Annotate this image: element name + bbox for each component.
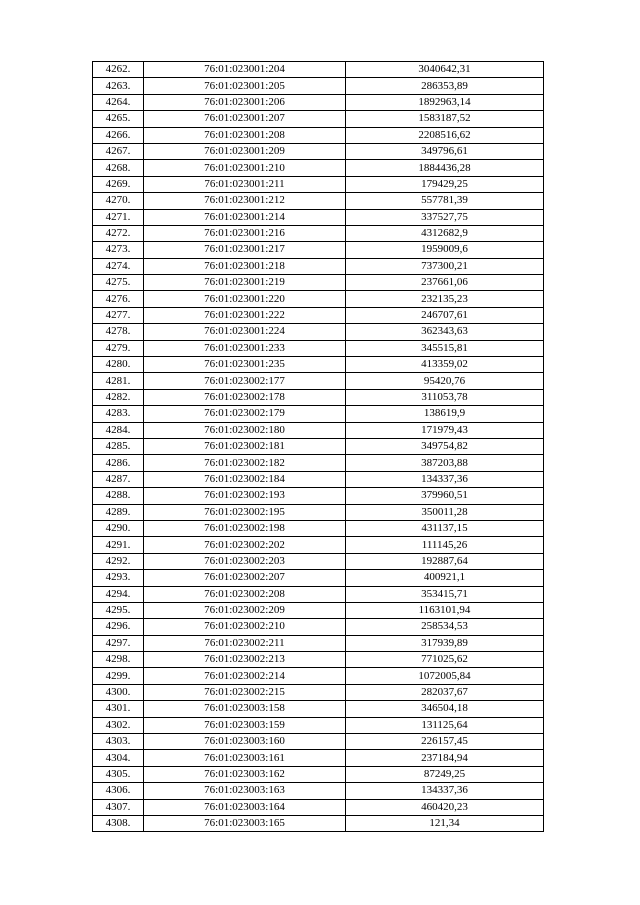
- cadastral-number-cell: 76:01:023003:163: [144, 783, 346, 799]
- row-number-cell: 4268.: [93, 160, 144, 176]
- cadastral-number-cell: 76:01:023002:182: [144, 455, 346, 471]
- cadastral-number-cell: 76:01:023002:179: [144, 406, 346, 422]
- value-cell: 345515,81: [346, 340, 544, 356]
- row-number-cell: 4291.: [93, 537, 144, 553]
- value-cell: 362343,63: [346, 324, 544, 340]
- row-number-cell: 4308.: [93, 815, 144, 831]
- value-cell: 1163101,94: [346, 602, 544, 618]
- row-number-cell: 4297.: [93, 635, 144, 651]
- cadastral-number-cell: 76:01:023002:180: [144, 422, 346, 438]
- value-cell: 192887,64: [346, 553, 544, 569]
- cadastral-number-cell: 76:01:023001:204: [144, 62, 346, 78]
- table-row: [93, 602, 544, 618]
- row-number-cell: 4296.: [93, 619, 144, 635]
- table-row: [93, 799, 544, 815]
- row-number-cell: 4289.: [93, 504, 144, 520]
- row-number-cell: 4290.: [93, 520, 144, 536]
- value-cell: 1959009,6: [346, 242, 544, 258]
- table-row: [93, 815, 544, 831]
- table-row: [93, 455, 544, 471]
- table-row: [93, 783, 544, 799]
- row-number-cell: 4272.: [93, 225, 144, 241]
- cadastral-number-cell: 76:01:023002:203: [144, 553, 346, 569]
- table-row: [93, 422, 544, 438]
- cadastral-number-cell: 76:01:023003:158: [144, 701, 346, 717]
- value-cell: 317939,89: [346, 635, 544, 651]
- row-number-cell: 4287.: [93, 471, 144, 487]
- row-number-cell: 4271.: [93, 209, 144, 225]
- row-number-cell: 4306.: [93, 783, 144, 799]
- table-row: [93, 438, 544, 454]
- row-number-cell: 4305.: [93, 766, 144, 782]
- cadastral-number-cell: 76:01:023001:205: [144, 78, 346, 94]
- row-number-cell: 4282.: [93, 389, 144, 405]
- row-number-cell: 4264.: [93, 94, 144, 110]
- row-number-cell: 4267.: [93, 143, 144, 159]
- row-number-cell: 4266.: [93, 127, 144, 143]
- value-cell: 286353,89: [346, 78, 544, 94]
- value-cell: 121,34: [346, 815, 544, 831]
- row-number-cell: 4263.: [93, 78, 144, 94]
- cadastral-number-cell: 76:01:023002:198: [144, 520, 346, 536]
- cadastral-number-cell: 76:01:023002:211: [144, 635, 346, 651]
- cadastral-number-cell: 76:01:023002:181: [144, 438, 346, 454]
- cadastral-number-cell: 76:01:023001:208: [144, 127, 346, 143]
- cadastral-number-cell: 76:01:023002:209: [144, 602, 346, 618]
- cadastral-number-cell: 76:01:023001:216: [144, 225, 346, 241]
- table-row: [93, 668, 544, 684]
- cadastral-number-cell: 76:01:023002:214: [144, 668, 346, 684]
- cadastral-number-cell: 76:01:023001:211: [144, 176, 346, 192]
- value-cell: 237184,94: [346, 750, 544, 766]
- table-row: [93, 766, 544, 782]
- table-row: [93, 373, 544, 389]
- row-number-cell: 4286.: [93, 455, 144, 471]
- row-number-cell: 4293.: [93, 570, 144, 586]
- table-row: [93, 340, 544, 356]
- row-number-cell: 4301.: [93, 701, 144, 717]
- table-row: [93, 619, 544, 635]
- row-number-cell: 4262.: [93, 62, 144, 78]
- row-number-cell: 4273.: [93, 242, 144, 258]
- table-row: [93, 193, 544, 209]
- row-number-cell: 4299.: [93, 668, 144, 684]
- table-row: [93, 160, 544, 176]
- value-cell: 350011,28: [346, 504, 544, 520]
- row-number-cell: 4274.: [93, 258, 144, 274]
- value-cell: 557781,39: [346, 193, 544, 209]
- cadastral-number-cell: 76:01:023003:165: [144, 815, 346, 831]
- table-row: [93, 537, 544, 553]
- cadastral-number-cell: 76:01:023001:210: [144, 160, 346, 176]
- cadastral-number-cell: 76:01:023001:233: [144, 340, 346, 356]
- value-cell: 349796,61: [346, 143, 544, 159]
- value-cell: 246707,61: [346, 307, 544, 323]
- value-cell: 737300,21: [346, 258, 544, 274]
- value-cell: 134337,36: [346, 783, 544, 799]
- cadastral-number-cell: 76:01:023001:212: [144, 193, 346, 209]
- row-number-cell: 4280.: [93, 357, 144, 373]
- table-row: [93, 78, 544, 94]
- table-row: [93, 750, 544, 766]
- cadastral-number-cell: 76:01:023001:219: [144, 275, 346, 291]
- cadastral-number-cell: 76:01:023001:206: [144, 94, 346, 110]
- value-cell: 379960,51: [346, 488, 544, 504]
- value-cell: 171979,43: [346, 422, 544, 438]
- table-row: [93, 307, 544, 323]
- table-row: [93, 471, 544, 487]
- row-number-cell: 4275.: [93, 275, 144, 291]
- row-number-cell: 4276.: [93, 291, 144, 307]
- table-row: [93, 717, 544, 733]
- value-cell: 460420,23: [346, 799, 544, 815]
- table-row: [93, 275, 544, 291]
- table-row: [93, 291, 544, 307]
- row-number-cell: 4277.: [93, 307, 144, 323]
- table-row: [93, 242, 544, 258]
- value-cell: 179429,25: [346, 176, 544, 192]
- row-number-cell: 4269.: [93, 176, 144, 192]
- table-row: [93, 111, 544, 127]
- value-cell: 2208516,62: [346, 127, 544, 143]
- table-row: [93, 684, 544, 700]
- row-number-cell: 4300.: [93, 684, 144, 700]
- row-number-cell: 4279.: [93, 340, 144, 356]
- cadastral-number-cell: 76:01:023003:159: [144, 717, 346, 733]
- value-cell: 237661,06: [346, 275, 544, 291]
- cadastral-number-cell: 76:01:023002:207: [144, 570, 346, 586]
- row-number-cell: 4303.: [93, 734, 144, 750]
- table-row: [93, 62, 544, 78]
- row-number-cell: 4270.: [93, 193, 144, 209]
- table-row: [93, 94, 544, 110]
- row-number-cell: 4284.: [93, 422, 144, 438]
- cadastral-number-cell: 76:01:023003:161: [144, 750, 346, 766]
- table-row: [93, 389, 544, 405]
- cadastral-number-cell: 76:01:023002:215: [144, 684, 346, 700]
- table-row: [93, 406, 544, 422]
- cadastral-number-cell: 76:01:023001:224: [144, 324, 346, 340]
- value-cell: 771025,62: [346, 652, 544, 668]
- row-number-cell: 4265.: [93, 111, 144, 127]
- value-cell: 413359,02: [346, 357, 544, 373]
- cadastral-number-cell: 76:01:023002:208: [144, 586, 346, 602]
- cadastral-number-cell: 76:01:023002:202: [144, 537, 346, 553]
- cadastral-number-cell: 76:01:023002:184: [144, 471, 346, 487]
- value-cell: 226157,45: [346, 734, 544, 750]
- value-cell: 138619,9: [346, 406, 544, 422]
- row-number-cell: 4278.: [93, 324, 144, 340]
- value-cell: 431137,15: [346, 520, 544, 536]
- value-cell: 87249,25: [346, 766, 544, 782]
- row-number-cell: 4281.: [93, 373, 144, 389]
- value-cell: 95420,76: [346, 373, 544, 389]
- cadastral-number-cell: 76:01:023003:162: [144, 766, 346, 782]
- table-row: [93, 357, 544, 373]
- value-cell: 311053,78: [346, 389, 544, 405]
- cadastral-number-cell: 76:01:023001:222: [144, 307, 346, 323]
- row-number-cell: 4288.: [93, 488, 144, 504]
- value-cell: 353415,71: [346, 586, 544, 602]
- value-cell: 346504,18: [346, 701, 544, 717]
- table-row: [93, 586, 544, 602]
- table-row: [93, 520, 544, 536]
- table-row: [93, 504, 544, 520]
- cadastral-number-cell: 76:01:023002:210: [144, 619, 346, 635]
- table-row: [93, 652, 544, 668]
- cadastral-value-table: [92, 61, 544, 832]
- cadastral-number-cell: 76:01:023001:235: [144, 357, 346, 373]
- value-cell: 400921,1: [346, 570, 544, 586]
- cadastral-number-cell: 76:01:023003:160: [144, 734, 346, 750]
- table-row: [93, 324, 544, 340]
- row-number-cell: 4283.: [93, 406, 144, 422]
- cadastral-number-cell: 76:01:023001:218: [144, 258, 346, 274]
- cadastral-number-cell: 76:01:023002:193: [144, 488, 346, 504]
- row-number-cell: 4292.: [93, 553, 144, 569]
- cadastral-number-cell: 76:01:023001:214: [144, 209, 346, 225]
- value-cell: 134337,36: [346, 471, 544, 487]
- table-row: [93, 701, 544, 717]
- table-row: [93, 209, 544, 225]
- table-row: [93, 258, 544, 274]
- row-number-cell: 4295.: [93, 602, 144, 618]
- value-cell: 282037,67: [346, 684, 544, 700]
- value-cell: 111145,26: [346, 537, 544, 553]
- table-row: [93, 127, 544, 143]
- value-cell: 3040642,31: [346, 62, 544, 78]
- value-cell: 337527,75: [346, 209, 544, 225]
- cadastral-number-cell: 76:01:023002:213: [144, 652, 346, 668]
- value-cell: 349754,82: [346, 438, 544, 454]
- row-number-cell: 4285.: [93, 438, 144, 454]
- value-cell: 232135,23: [346, 291, 544, 307]
- cadastral-number-cell: 76:01:023001:209: [144, 143, 346, 159]
- cadastral-number-cell: 76:01:023001:217: [144, 242, 346, 258]
- table-row: [93, 635, 544, 651]
- table-row: [93, 225, 544, 241]
- table-row: [93, 488, 544, 504]
- value-cell: 131125,64: [346, 717, 544, 733]
- value-cell: 1884436,28: [346, 160, 544, 176]
- value-cell: 387203,88: [346, 455, 544, 471]
- row-number-cell: 4294.: [93, 586, 144, 602]
- cadastral-number-cell: 76:01:023001:207: [144, 111, 346, 127]
- row-number-cell: 4302.: [93, 717, 144, 733]
- cadastral-number-cell: 76:01:023002:178: [144, 389, 346, 405]
- table-row: [93, 176, 544, 192]
- cadastral-number-cell: 76:01:023002:177: [144, 373, 346, 389]
- table-row: [93, 734, 544, 750]
- value-cell: 1583187,52: [346, 111, 544, 127]
- table-body: [93, 62, 544, 832]
- row-number-cell: 4304.: [93, 750, 144, 766]
- table-row: [93, 570, 544, 586]
- row-number-cell: 4298.: [93, 652, 144, 668]
- value-cell: 258534,53: [346, 619, 544, 635]
- value-cell: 1072005,84: [346, 668, 544, 684]
- table-row: [93, 553, 544, 569]
- cadastral-number-cell: 76:01:023003:164: [144, 799, 346, 815]
- value-cell: 4312682,9: [346, 225, 544, 241]
- row-number-cell: 4307.: [93, 799, 144, 815]
- table-row: [93, 143, 544, 159]
- cadastral-number-cell: 76:01:023001:220: [144, 291, 346, 307]
- value-cell: 1892963,14: [346, 94, 544, 110]
- cadastral-number-cell: 76:01:023002:195: [144, 504, 346, 520]
